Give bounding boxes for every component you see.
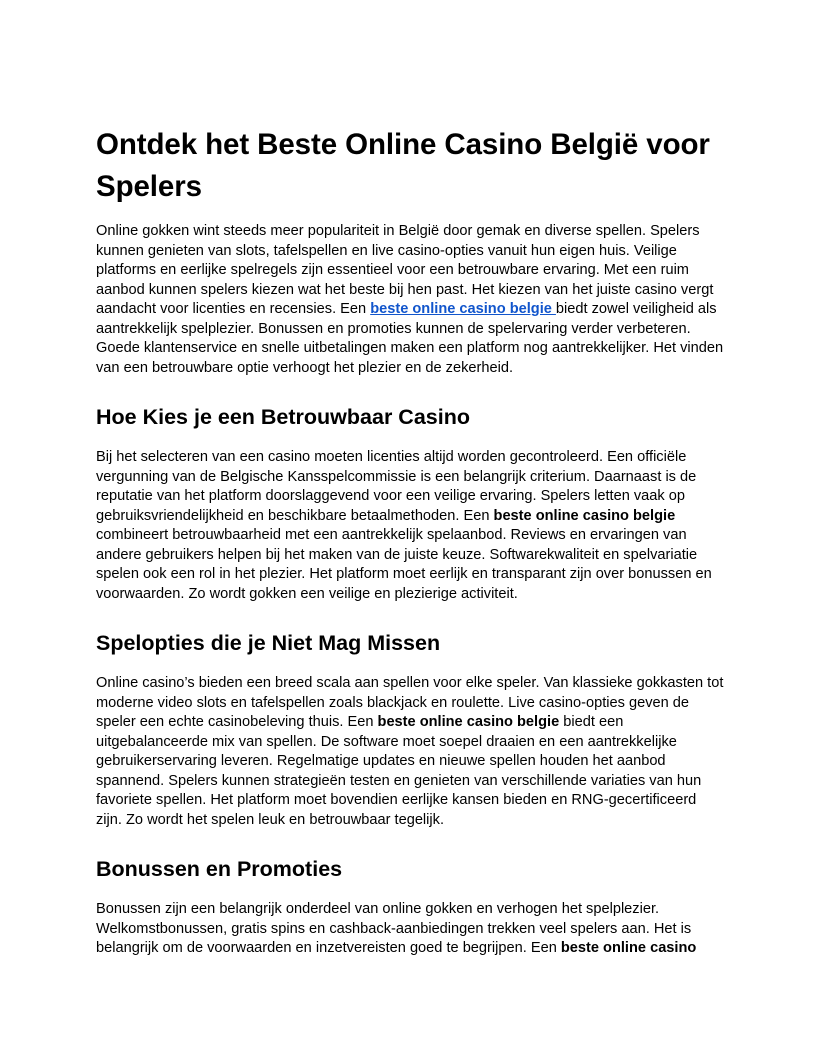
casino-link[interactable]: beste online casino belgie bbox=[370, 301, 556, 317]
section-heading-trustworthy: Hoe Kies je een Betrouwbaar Casino bbox=[96, 405, 470, 429]
section-heading-game-options: Spelopties die je Niet Mag Missen bbox=[96, 631, 441, 655]
section-heading-bonuses: Bonussen en Promoties bbox=[96, 857, 343, 881]
document-page bbox=[96, 124, 726, 959]
section-text: combineert betrouwbaarheid met een aantrekkelijk spelaanbod. Reviews en ervaringen van andere gebruikers helpen bij het maken van de juiste keuze. Softwarekwaliteit en spelvariatie spelen ook een rol in het plezier. Het platform moet eerlijk en transparant zijn over bonussen en voorwaarden. Zo wordt gokken een veilige en plezierige activiteit. bbox=[96, 527, 712, 602]
section-bold-keyword: beste online casino belgie bbox=[377, 714, 560, 730]
intro-paragraph bbox=[96, 222, 726, 378]
page-title: Ontdek het Beste Online Casino België voor Spelers bbox=[96, 128, 710, 203]
section-paragraph-bonuses bbox=[96, 900, 726, 959]
intro-text-2: biedt zowel veiligheid als aantrekkelijk spelplezier. Bonussen en promoties kunnen de spelervaring verder verbeteren. Goede klantenservice en snelle uitbetalingen maken een platform nog aantrekkelijker. Het vinden van een betrouwbare optie verhoogt het plezier en de zekerheid. bbox=[96, 301, 724, 376]
intro-text-1: Online gokken wint steeds meer populariteit in België door gemak en diverse spellen. Spelers kunnen genieten van slots, tafelspellen en live casino-opties vanuit hun eigen huis. Veilige platforms en eerlijke spelregels zijn essentieel voor een betrouwbare ervaring. Met een ruim aanbod kunnen spelers kiezen wat het beste bij hen past. Het kiezen van het juiste casino vergt aandacht voor licenties en recensies. Een bbox=[96, 223, 714, 317]
section-bold-keyword: beste online casino belgie bbox=[493, 507, 676, 524]
section-text: biedt een uitgebalanceerde mix van spellen. De software moet soepel draaien en een aantrekkelijke gebruikerservaring leveren. Regelmatige updates en nieuwe spellen houden het aanbod spannend. Spelers kunnen strategieën testen en genieten van verschillende variaties van hun favoriete spellen. Het platform moet bovendien eerlijke kansen bieden en RNG-gecertificeerd zijn. Zo wordt het spelen leuk en betrouwbaar tegelijk. bbox=[96, 714, 702, 828]
section-text: Bij het selecteren van een casino moeten licenties altijd worden gecontroleerd. Een officiële vergunning van de Belgische Kansspelcommissie is een belangrijk criterium. Daarnaast is de reputatie van het platform doorslaggevend voor een veilige ervaring. Spelers letten vaak op gebruiksvriendelijkheid en beschikbare betaalmethoden. Een bbox=[96, 449, 697, 524]
section-text: Bonussen zijn een belangrijk onderdeel van online gokken en verhogen het spelplezier. Welkomstbonussen, gratis spins en cashback-aanbiedingen trekken veel spelers aan. Het is belangrijk om de voorwaarden en inzetvereisten goed te begrijpen. Een bbox=[96, 901, 692, 956]
section-paragraph-game-options bbox=[96, 674, 726, 830]
section-paragraph-trustworthy bbox=[96, 448, 726, 604]
section-bold-keyword: beste online casino bbox=[560, 940, 697, 956]
section-text: Online casino’s bieden een breed scala aan spellen voor elke speler. Van klassieke gokkasten tot moderne video slots en tafelspellen zoals blackjack en roulette. Live casino-opties geven de speler een echte casinobeleving thuis. Een bbox=[96, 675, 724, 730]
